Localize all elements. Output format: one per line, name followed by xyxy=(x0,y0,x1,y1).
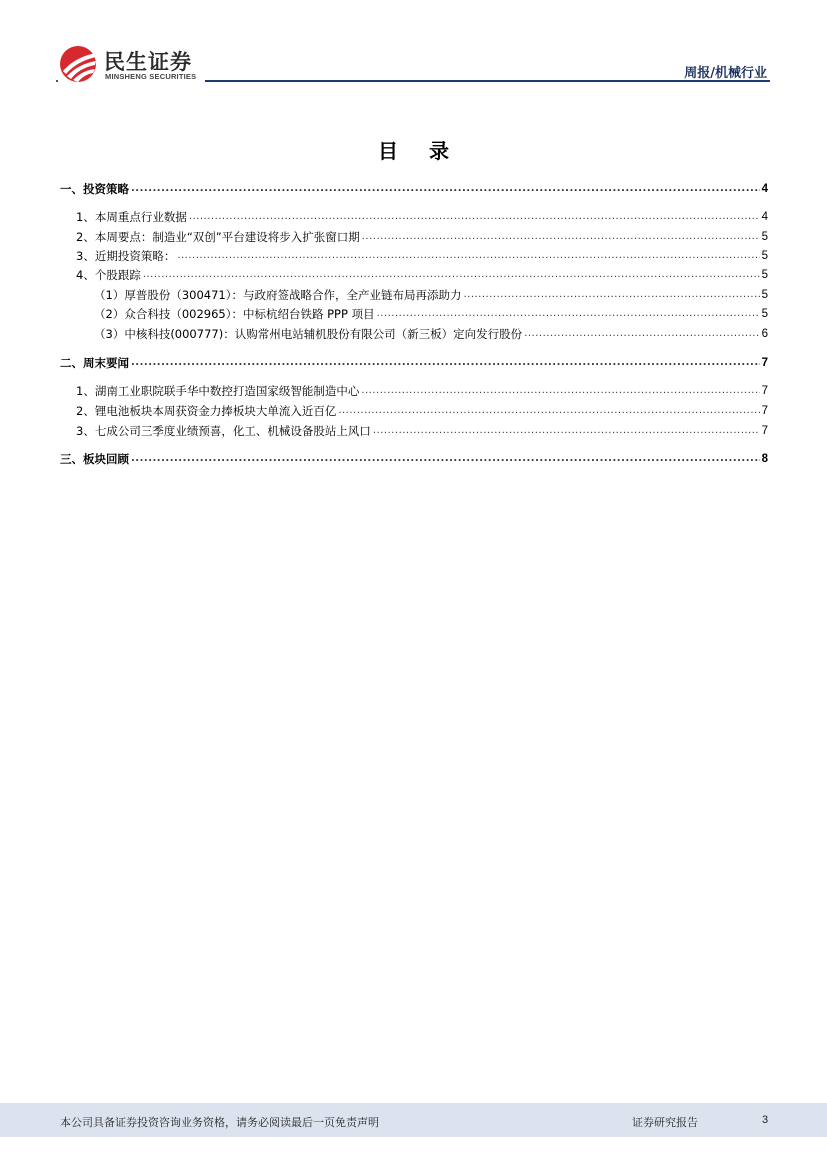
toc-entry-hunan-news[interactable] xyxy=(60,380,768,398)
toc-entry-zhonghe-tech[interactable] xyxy=(60,323,768,341)
toc-entry-page: 7 xyxy=(761,425,768,437)
footer-category: 证券研究报告 xyxy=(632,1116,698,1129)
toc-leader xyxy=(131,356,760,370)
toc-leader xyxy=(338,404,759,418)
toc-leader xyxy=(373,424,760,438)
report-type: 周报/机械行业 xyxy=(684,66,767,81)
toc-entry-page: 7 xyxy=(761,357,768,369)
toc-entry-recent-strategy[interactable] xyxy=(60,245,768,263)
toc-entry-sector-review[interactable] xyxy=(60,448,768,466)
toc-entry-page: 8 xyxy=(761,453,768,465)
toc-entry-label: （1）厚普股份（300471）：与政府签战略合作，全产业链布局再添助力 xyxy=(94,288,462,302)
logo-english-name: MINSHENG SECURITIES xyxy=(105,72,197,81)
toc-entry-page: 7 xyxy=(761,385,768,397)
toc-entry-page: 5 xyxy=(761,250,768,262)
toc-leader xyxy=(463,288,759,302)
toc-entry-industry-data[interactable] xyxy=(60,206,768,224)
toc-entry-label: 2、锂电池板块本周获资金力捧板块大单流入近百亿 xyxy=(76,404,337,418)
toc-entry-label: 3、七成公司三季度业绩预喜，化工、机械设备股站上风口 xyxy=(76,424,371,438)
toc-entry-weekend-news[interactable] xyxy=(60,352,768,370)
toc-leader xyxy=(524,327,759,341)
toc-entry-label: 三、板块回顾 xyxy=(60,452,129,466)
toc-entry-label: 一、投资策略 xyxy=(60,182,129,196)
toc-entry-houpu[interactable] xyxy=(60,284,768,302)
toc-entry-page: 7 xyxy=(761,405,768,417)
toc-entry-label: 2、本周要点：制造业“双创”平台建设将步入扩张窗口期 xyxy=(76,230,360,244)
toc-leader xyxy=(143,268,760,282)
toc-title: 目 录 xyxy=(378,139,461,163)
toc-entry-page: 4 xyxy=(761,211,768,223)
footer-page-number: 3 xyxy=(762,1114,769,1126)
toc-entry-label: 1、湖南工业职院联手华中数控打造国家级智能制造中心 xyxy=(76,384,360,398)
toc-entry-label: 二、周末要闻 xyxy=(60,356,129,370)
toc-entry-battery-news[interactable] xyxy=(60,400,768,418)
toc-entry-page: 4 xyxy=(761,183,768,195)
company-logo xyxy=(58,44,208,84)
toc-entry-label: （2）众合科技（002965）：中标杭绍台铁路 PPP 项目 xyxy=(94,307,375,321)
footer-disclaimer: 本公司具备证券投资咨询业务资格，请务必阅读最后一页免责声明 xyxy=(60,1116,379,1129)
toc-leader xyxy=(189,210,760,224)
page-footer xyxy=(0,1103,827,1137)
toc-entry-page: 5 xyxy=(761,289,768,301)
toc-entry-label: （3）中核科技(000777)：认购常州电站辅机股份有限公司（新三板）定向发行股份 xyxy=(94,327,523,341)
toc-leader xyxy=(177,249,759,263)
toc-entry-page: 6 xyxy=(761,328,768,340)
toc-entry-q3-news[interactable] xyxy=(60,420,768,438)
page-header xyxy=(0,0,827,90)
toc-entry-page: 5 xyxy=(761,308,768,320)
toc-entry-page: 5 xyxy=(761,269,768,281)
header-mark xyxy=(56,80,58,82)
toc-entry-label: 3、近期投资策略： xyxy=(76,249,176,263)
toc-leader xyxy=(362,230,760,244)
toc-entry-stock-tracking[interactable] xyxy=(60,264,768,282)
toc-entry-label: 4、个股跟踪 xyxy=(76,268,141,282)
toc-leader xyxy=(361,384,759,398)
logo-emblem-icon xyxy=(58,44,100,84)
logo-chinese-name: 民生证券 xyxy=(104,50,192,74)
toc-leader xyxy=(131,182,760,196)
toc-leader xyxy=(131,452,760,466)
toc-entry-label: 1、本周重点行业数据 xyxy=(76,210,187,224)
toc-entry-zhonghe[interactable] xyxy=(60,303,768,321)
toc-leader xyxy=(377,307,760,321)
toc-entry-page: 5 xyxy=(761,231,768,243)
toc-entry-investment-strategy[interactable] xyxy=(60,178,768,196)
toc-entry-weekly-highlights[interactable] xyxy=(60,226,768,244)
